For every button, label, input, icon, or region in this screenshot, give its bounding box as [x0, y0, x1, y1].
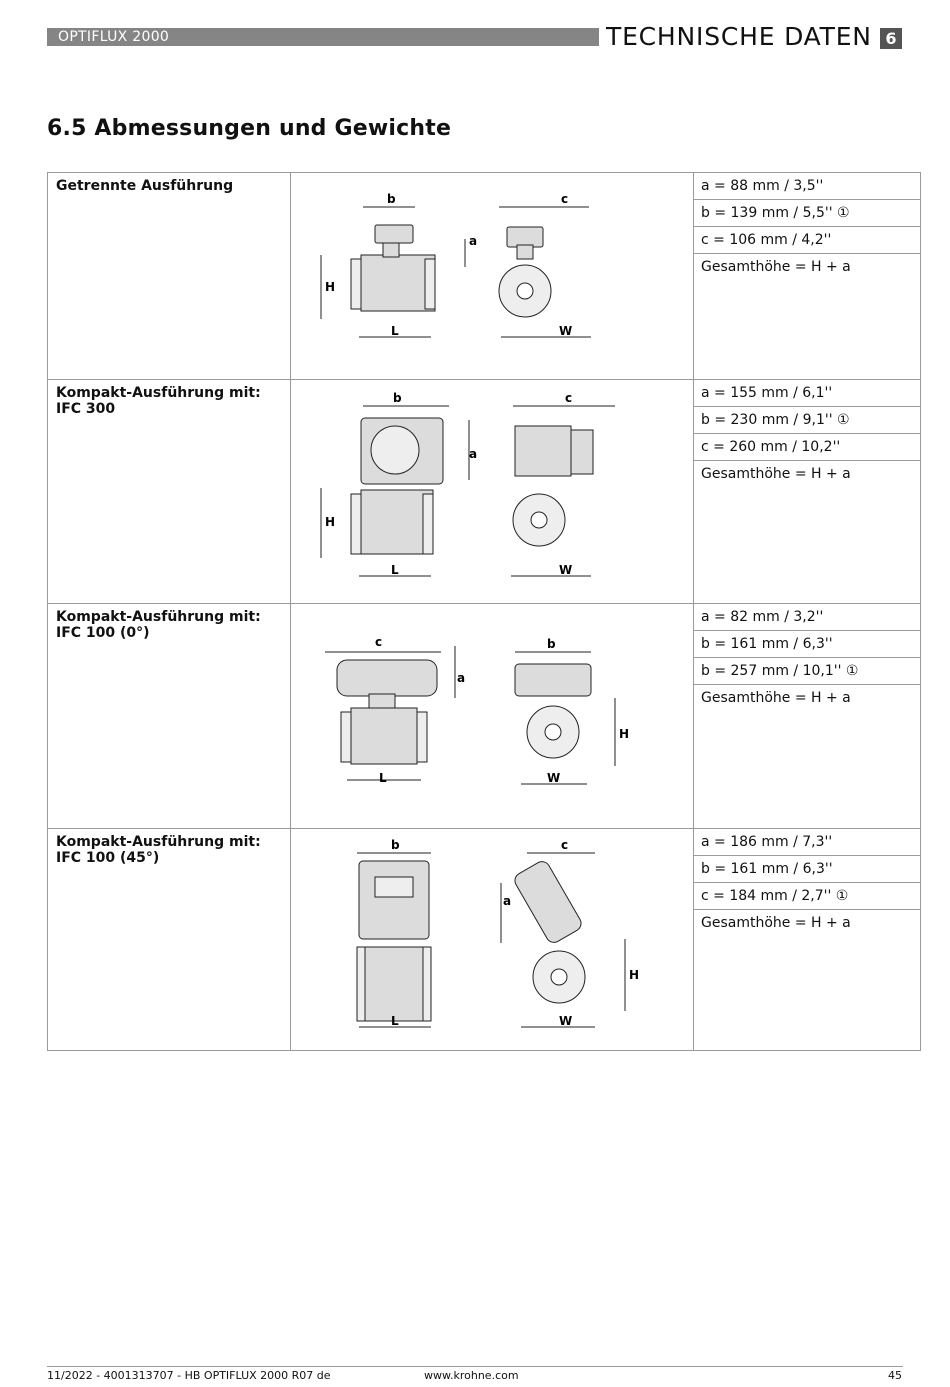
fig-label-b: b: [393, 391, 402, 405]
spec-a: a = 88 mm / 3,5'': [694, 173, 920, 200]
spec-b: b = 161 mm / 6,3'': [694, 631, 920, 658]
spec-cell: [694, 829, 921, 1051]
spec-c: c = 184 mm / 2,7'' ①: [694, 883, 920, 910]
spec-total-height: Gesamthöhe = H + a: [701, 915, 851, 931]
fig-label-w: W: [547, 771, 561, 785]
fig-label-c: c: [565, 391, 573, 405]
fig-label-c: c: [561, 838, 569, 852]
fig-label-a: a: [469, 234, 478, 248]
spec-cell: [694, 173, 921, 380]
row-label: Kompakt-Ausführung mit: IFC 100 (0°): [48, 604, 291, 829]
fig-label-b: b: [391, 838, 400, 852]
fig-label-l: L: [379, 771, 387, 785]
fig-label-l: L: [391, 563, 399, 577]
fig-label-c: c: [561, 192, 569, 206]
table-row: [48, 173, 921, 380]
footer-website: www.krohne.com: [424, 1369, 519, 1382]
fig-label-h: H: [629, 968, 640, 982]
fig-label-a: a: [469, 447, 478, 461]
dimension-drawing-separate: [291, 173, 694, 380]
fig-label-c: c: [375, 635, 383, 649]
dimension-drawing-ifc300: [291, 380, 694, 604]
spec-b: b = 161 mm / 6,3'': [694, 856, 920, 883]
fig-label-b: b: [387, 192, 396, 206]
spec-b-alt: b = 257 mm / 10,1'' ①: [694, 658, 920, 685]
fig-label-a: a: [503, 894, 512, 908]
ifc300-drawing: [291, 380, 693, 599]
spec-total-height: Gesamthöhe = H + a: [701, 466, 851, 482]
spec-a: a = 82 mm / 3,2'': [694, 604, 920, 631]
dimension-drawing-ifc100-45: [291, 829, 694, 1051]
spec-b: b = 230 mm / 9,1'' ①: [694, 407, 920, 434]
header-section-title: TECHNISCHE DATEN: [606, 22, 872, 51]
spec-b: b = 139 mm / 5,5'' ①: [694, 200, 920, 227]
ifc100-0-drawing: [291, 604, 693, 824]
fig-label-w: W: [559, 324, 573, 338]
fig-label-h: H: [619, 727, 630, 741]
header-product-name: OPTIFLUX 2000: [58, 29, 170, 45]
spec-c: c = 260 mm / 10,2'': [694, 434, 920, 461]
section-title: 6.5 Abmessungen und Gewichte: [47, 116, 452, 141]
spec-c: c = 106 mm / 4,2'': [694, 227, 920, 254]
fig-label-b: b: [547, 637, 556, 651]
fig-label-h: H: [325, 280, 336, 294]
dimensions-table: [47, 172, 921, 1051]
footer-divider: [47, 1366, 903, 1367]
row-label: Kompakt-Ausführung mit: IFC 100 (45°): [48, 829, 291, 1051]
table-row: [48, 829, 921, 1051]
table-row: [48, 380, 921, 604]
spec-cell: [694, 380, 921, 604]
fig-label-l: L: [391, 324, 399, 338]
footer-document-id: 11/2022 - 4001313707 - HB OPTIFLUX 2000 R07 de: [47, 1369, 331, 1382]
row-label: Getrennte Ausführung: [48, 173, 291, 380]
spec-total-height: Gesamthöhe = H + a: [701, 690, 851, 706]
fig-label-a: a: [457, 671, 466, 685]
separate-version-drawing: [291, 173, 693, 375]
fig-label-l: L: [391, 1014, 399, 1028]
spec-a: a = 186 mm / 7,3'': [694, 829, 920, 856]
row-label: Kompakt-Ausführung mit: IFC 300: [48, 380, 291, 604]
dimension-drawing-ifc100-0: [291, 604, 694, 829]
footer-page-number: 45: [888, 1369, 902, 1382]
fig-label-w: W: [559, 563, 573, 577]
ifc100-45-drawing: [291, 829, 693, 1046]
fig-label-h: H: [325, 515, 336, 529]
spec-total-height: Gesamthöhe = H + a: [701, 259, 851, 275]
table-row: [48, 604, 921, 829]
spec-a: a = 155 mm / 6,1'': [694, 380, 920, 407]
spec-cell: [694, 604, 921, 829]
fig-label-w: W: [559, 1014, 573, 1028]
header-section-number: 6: [880, 28, 902, 49]
